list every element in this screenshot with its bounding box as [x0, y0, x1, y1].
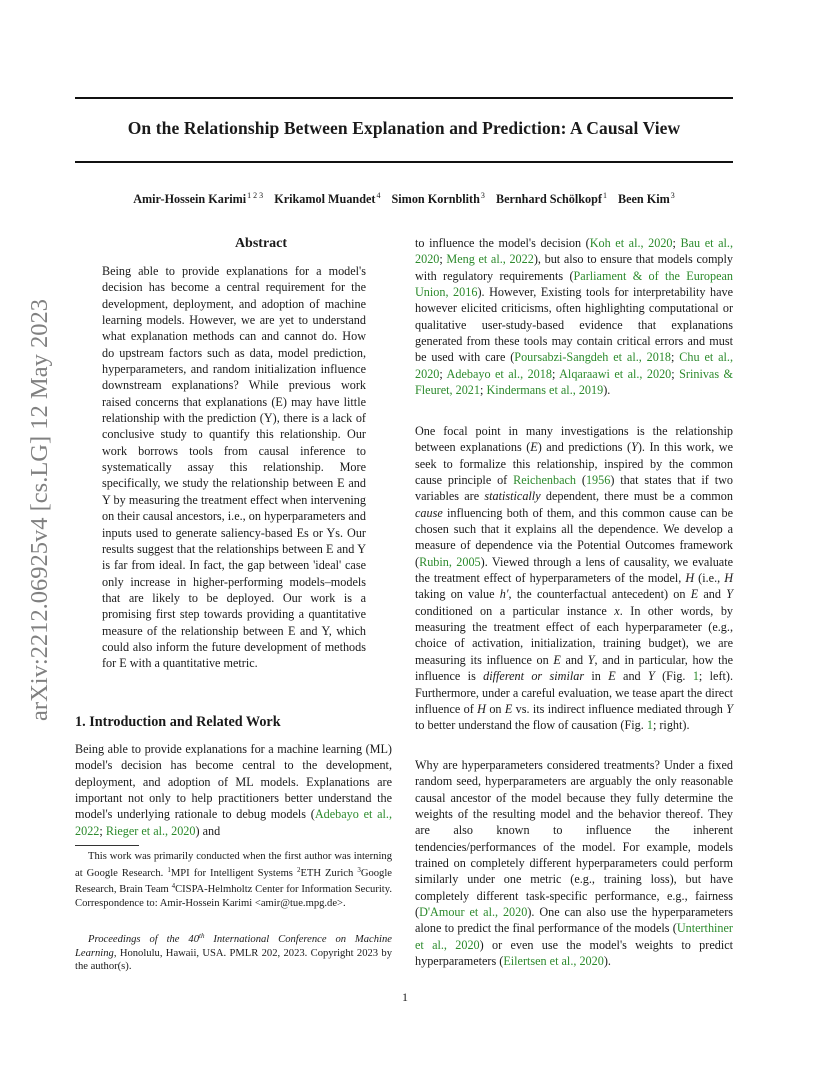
italic-text: h′ — [499, 587, 509, 602]
text-run: on — [485, 701, 505, 716]
italic-text: Y — [726, 701, 734, 716]
text-run: in — [584, 669, 609, 684]
top-rule — [75, 97, 733, 99]
text-run: ). However, Existing tools for interpretability have however elicited criticisms, often highlighting computational or qualitative user-study-based evidence that explanations generated from these tools may contain critical errors and must be used with care ( — [415, 285, 733, 365]
footnote-rule — [75, 845, 139, 846]
paper-title: On the Relationship Between Explanation and Prediction: A Causal View — [127, 118, 681, 138]
affiliation-footnote: This work was primarily conducted when the first author was interning at Google Research. $^1$MPI for Intelligent Systems $^2$ETH Zurich $^3$Google Research, Brain Team $^4$CISPA-Helmholtz Center for Information Security. Correspondence to: Amir-Hossein Karimi <amir@tue.mpg.de>. — [75, 851, 392, 909]
text-run: ; — [439, 252, 447, 267]
italic-text: Y — [726, 587, 734, 602]
citation-link[interactable]: Alqaraawi et al., 2020 — [559, 366, 672, 381]
citation-link[interactable]: Bau et al., 2020 — [415, 236, 734, 267]
citation-link[interactable]: 1956 — [585, 473, 611, 488]
italic-text: Y — [647, 669, 655, 684]
italic-text: Y — [587, 652, 595, 667]
citation-link[interactable]: Parliament & of the European Union, 2016 — [415, 268, 734, 300]
citation-link[interactable]: Koh et al., 2020 — [589, 236, 673, 250]
right-paragraph-1 — [415, 235, 733, 398]
author: Amir-Hossein Karimi$^{1 2 3}$ — [133, 191, 264, 206]
citation-link[interactable]: 1 — [692, 669, 699, 684]
page-number: 1 — [402, 990, 408, 1004]
italic-text: E — [530, 440, 538, 455]
intro-paragraph: Being able to provide explanations for a machine learning (ML) model's decision has become central to the development, deployment, and adoption of ML models. Explanations are important not only to help practitioners better understand the model's underlying rationale to debug models (Adebayo et al., 2022; Rieger et al., 2020) and — [75, 742, 392, 838]
citation-link[interactable]: 1 — [646, 718, 653, 733]
text-run: One focal point in many investigations is the relationship between explanations ( — [415, 424, 733, 455]
citation-link[interactable]: Rieger et al., 2020 — [105, 823, 196, 838]
italic-text: Y — [631, 440, 638, 455]
citation-link[interactable]: Unterthiner et al., 2020 — [415, 921, 733, 952]
text-run: ), but also to ensure that models comply with regulatory requirements ( — [415, 252, 733, 283]
text-run: ). One can also use the hyperparameters alone to predict the final performance of the models ( — [415, 905, 734, 936]
text-run: (Fig. — [654, 669, 693, 684]
text-run: . In other words, by measuring the treatment effect of each hyperparameter (e.g., choice of activation, initialization, training budget), we are measuring its influence on — [415, 603, 734, 667]
text-run: to better understand the flow of causation (Fig. — [415, 718, 647, 733]
italic-text: statistically — [484, 489, 541, 504]
italic-text: H — [685, 571, 695, 586]
text-run: ; — [671, 366, 680, 381]
text-run: ). In this work, we seek to formalize this relationship, inspired by the common cause principle of — [415, 440, 733, 488]
text-run: ) or even use the model's weights to predict hyperparameters ( — [415, 937, 734, 969]
text-run: ). — [603, 954, 611, 969]
italic-text: E — [608, 669, 616, 684]
title-bottom-rule — [75, 161, 733, 163]
text-run: ; — [551, 366, 560, 381]
text-run: (i.e., — [694, 571, 725, 586]
author-list — [75, 191, 733, 207]
text-run: ; left). Furthermore, under a careful evaluation, we tease apart the direct influence of — [415, 669, 733, 716]
italic-text: x — [614, 603, 620, 618]
text-run: to influence the model's decision ( — [415, 236, 590, 250]
abstract-heading: Abstract — [234, 236, 288, 251]
citation-link[interactable]: Adebayo et al., 2018 — [446, 366, 552, 381]
citation-link[interactable]: D'Amour et al., 2020 — [419, 905, 528, 920]
text-run: and — [615, 669, 648, 684]
text-run: conditioned on a particular instance — [415, 603, 615, 618]
italic-text: H — [477, 701, 486, 716]
text-run: ; right). — [652, 718, 690, 733]
text-run: Why are hyperparameters considered treatments? Under a fixed random seed, hyperparameters are arguably the only reasonable causal ancestor of the model because they fully determine the weights of the resulting model and the behavior thereof. They are also known to influence the inherent tendencies/performances of the model. For example, models trained on completely different hyperparameters could perform similarly under one metric (e.g., training loss), but have completely different task-specific performance, e.g., fairness ( — [415, 758, 733, 920]
citation-link[interactable]: Reichenbach — [513, 473, 577, 488]
author: Bernhard Schölkopf$^1$ — [495, 191, 607, 206]
author: Krikamol Muandet$^4$ — [274, 191, 381, 206]
text-run: taking on value — [415, 587, 500, 602]
citation-link[interactable]: Rubin, 2005 — [419, 554, 481, 569]
text-run: ). — [603, 383, 611, 398]
text-run: ; — [480, 383, 487, 398]
text-run: dependent, there must be a common — [540, 489, 733, 504]
italic-text: E — [690, 587, 699, 602]
arxiv-stamp — [22, 280, 58, 740]
text-run: , the counterfactual antecedent) on — [508, 587, 691, 602]
text-run: , and in particular, how the influence is — [415, 652, 733, 684]
text-run: ) that states that if two variables are — [415, 473, 733, 504]
text-run: ; — [672, 236, 681, 250]
right-paragraph-2 — [415, 423, 733, 734]
text-run: ). Viewed through a lens of causality, we evaluate the treatment effect of hyperparameters of the model, — [415, 554, 734, 586]
author: Been Kim$^3$ — [617, 191, 675, 206]
citation-link[interactable]: Chu et al., 2020 — [415, 350, 733, 381]
italic-text: cause — [415, 505, 443, 520]
abstract-body — [102, 263, 366, 672]
text-run: and — [698, 587, 727, 602]
citation-link[interactable]: Adebayo et al., 2022 — [75, 807, 392, 838]
text-run: vs. its indirect influence mediated through — [512, 701, 727, 716]
text-run: ; — [671, 350, 680, 365]
citation-link[interactable]: Poursabzi-Sangdeh et al., 2018 — [514, 350, 672, 365]
italic-text: H — [724, 571, 733, 586]
text-run: ( — [576, 473, 586, 488]
arxiv-id: arXiv:2212.06925v4 [cs.LG] 12 May 2023 — [26, 299, 54, 721]
proceedings-footnote: Proceedings of the 40th International Conference on Machine Learning, Honolulu, Hawaii, USA. PMLR 202, 2023. Copyright 2023 by the author(s). — [75, 932, 392, 973]
citation-link[interactable]: Kindermans et al., 2019 — [486, 383, 604, 398]
italic-text: E — [504, 701, 513, 716]
text-run: ; — [439, 366, 447, 381]
text-run: ) and predictions ( — [537, 440, 632, 455]
section-heading: 1. Introduction and Related Work — [75, 714, 281, 730]
text-run: and — [560, 652, 588, 667]
text-run: influencing both of them, and this common cause can be chosen such that it explains all the dependence. We develop a measure of dependence via the Potential Outcomes framework ( — [415, 505, 733, 569]
citation-link[interactable]: Srinivas & Fleuret, 2021 — [415, 366, 734, 398]
right-paragraph-3 — [415, 757, 733, 969]
abstract-text: Being able to provide explanations for a model's decision has become a central requirement for the development, deployment, and adoption of machine learning models. However, we are yet to understand what explanation methods can and cannot do. How do upstream factors such as data, model prediction, hyperparameters, and random initialization influence downstream explanations? While previous work raised concerns that explanations (E) may have little relationship with the prediction (Y), there is a lack of conclusive study to quantify this relationship. Our work borrows tools from causal inference to systematically assay this relationship. More specifically, we study the relationship between E and Y by measuring the treatment effect when intervening on their causal ancestors, i.e., on hyperparameters and inputs used to generate saliency-based Es or Ys. Our results suggest that the relationships between E and Y is far from ideal. In fact, the gap between 'ideal' case only increase in higher-performing models–models that are likely to be deployed. Our work is a promising first step towards providing a quantitative measure of the relationship between E and Y, which could also inform the future development of methods for E with a quantitative metric. — [102, 264, 366, 671]
italic-text: E — [553, 652, 561, 667]
italic-text: different or similar — [483, 669, 585, 684]
citation-link[interactable]: Meng et al., 2022 — [446, 252, 534, 267]
author: Simon Kornblith$^3$ — [391, 191, 485, 206]
citation-link[interactable]: Eilertsen et al., 2020 — [503, 954, 604, 969]
